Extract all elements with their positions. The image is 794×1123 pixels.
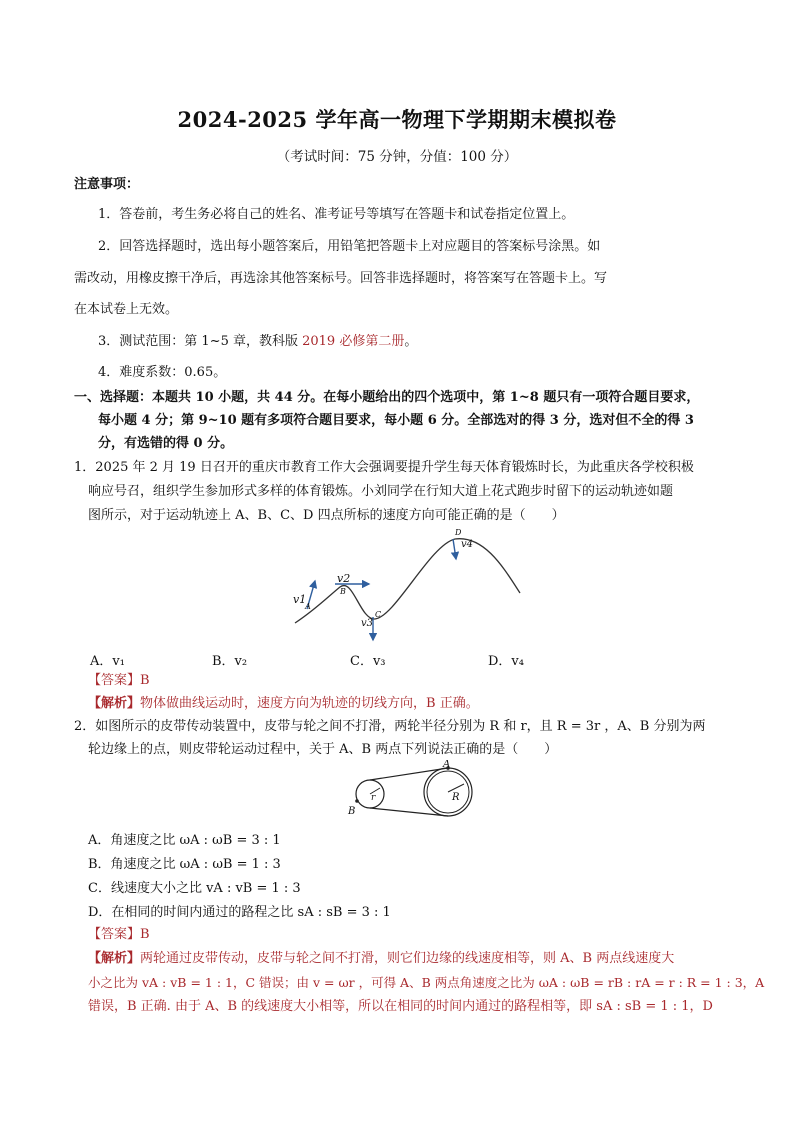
label-v1: v1: [293, 593, 307, 606]
q1-analysis-tag: 【解析】: [88, 696, 141, 711]
belt-pulley-figure: [340, 760, 480, 820]
label-point-d: D: [455, 528, 462, 537]
q1-option-b: B．v₂: [212, 654, 248, 669]
label-radius-r-large: R: [452, 792, 460, 803]
q2-analysis-line-3: 错误，B 正确. 由于 A、B 的线速度大小相等，所以在相同的时间内通过的路程相等，即 sA : sB = 1 : 1，D: [88, 999, 713, 1014]
q1-option-c: C．v₃: [350, 654, 386, 669]
q1-analysis-text: 物体做曲线运动时，速度方向为轨迹的切线方向，B 正确。: [140, 696, 479, 711]
point-b-dot: [355, 799, 359, 803]
q2-option-c: C．线速度大小之比 vA : vB = 1 : 3: [88, 881, 301, 896]
q1-stem-line-1: 1．2025 年 2 月 19 日召开的重庆市教育工作大会强调要提升学生每天体育锻炼时长，为此重庆各学校积极: [74, 460, 694, 475]
q2-analysis-text-1: 两轮通过皮带传动，皮带与轮之间不打滑，则它们边缘的线速度相等，则 A、B 两点线速度大: [140, 951, 675, 966]
note-item-2-line-3: 在本试卷上无效。: [74, 302, 179, 317]
note-item-3: [98, 333, 417, 351]
note-item-2-line-2: 需改动，用橡皮擦干净后，再选涂其他答案标号。回答非选择题时，将答案写在答题卡上。写: [74, 271, 608, 286]
notes-heading: 注意事项：: [74, 177, 140, 192]
large-radius-line: [448, 784, 464, 792]
q2-stem-line-2: 轮边缘上的点，则皮带轮运动过程中，关于 A、B 两点下列说法正确的是（ ）: [88, 742, 558, 757]
note-item-1: 1．答卷前，考生务必将自己的姓名、准考证号等填写在答题卡和试卷指定位置上。: [98, 207, 575, 222]
label-point-b: B: [340, 587, 346, 596]
q2-analysis-line-1: [88, 950, 674, 968]
q1-analysis: [88, 695, 479, 713]
q2-option-a: A．角速度之比 ωA : ωB = 3 : 1: [88, 833, 281, 848]
section-heading-line-2: 每小题 4 分；第 9~10 题有多项符合题目要求，每小题 6 分。全部选对的得 3 分，选对但不全的得 3: [98, 413, 694, 428]
note-item-4: 4．难度系数：0.65。: [98, 365, 227, 380]
label-point-a: A: [305, 602, 311, 611]
q2-analysis-tag: 【解析】: [88, 951, 141, 966]
exam-info: （考试时间：75 分钟，分值：100 分）: [276, 149, 518, 165]
label-point-b: B: [348, 806, 356, 817]
section-heading-line-3: 分，有选错的得 0 分。: [98, 436, 234, 451]
q1-stem-line-3: 图所示，对于运动轨迹上 A、B、C、D 四点所标的速度方向可能正确的是（ ）: [88, 508, 565, 523]
q2-analysis-line-2: 小之比为 vA : vB = 1 : 1，C 错误；由 v = ωr ，可得 A、B 两点角速度之比为 ωA : ωB = rB : rA = r : R = 1 : 3，A: [88, 975, 765, 990]
q1-answer: 【答案】B: [88, 673, 150, 688]
label-radius-r-small: r: [371, 793, 376, 803]
q2-stem-line-1: 2．如图所示的皮带传动装置中，皮带与轮之间不打滑，两轮半径分别为 R 和 r，且 R = 3r ，A、B 分别为两: [74, 719, 706, 734]
trajectory-curve: [295, 539, 520, 623]
label-v3: v3: [361, 618, 374, 629]
q1-option-a: A．v₁: [90, 654, 125, 669]
note-item-2-line-1: 2．回答选择题时，选出每小题答案后，用铅笔把答题卡上对应题目的答案标号涂黑。如: [98, 239, 601, 254]
q2-option-d: D．在相同的时间内通过的路程之比 sA : sB = 3 : 1: [88, 905, 391, 920]
label-point-c: C: [375, 610, 382, 619]
textbook-highlight: 2019 必修第二册: [302, 334, 405, 349]
note-item-3-suffix: 。: [404, 334, 418, 349]
trajectory-figure: [285, 525, 530, 645]
page-title: 2024-2025 学年高一物理下学期期末模拟卷: [177, 107, 617, 132]
note-item-3-prefix: 3．测试范围：第 1~5 章，教科版: [98, 334, 303, 349]
label-v4: v4: [461, 539, 474, 550]
section-heading-line-1: 一、选择题：本题共 10 小题，共 44 分。在每小题给出的四个选项中，第 1~8 题只有一项符合题目要求，: [74, 390, 700, 405]
q2-answer: 【答案】B: [88, 927, 150, 942]
velocity-arrow-v4: [453, 539, 456, 559]
q2-option-b: B．角速度之比 ωA : ωB = 1 : 3: [88, 857, 281, 872]
label-point-a: A: [443, 760, 451, 770]
q1-stem-line-2: 响应号召，组织学生参加形式多样的体育锻炼。小刘同学在行知大道上花式跑步时留下的运动轨迹如题: [88, 484, 674, 499]
label-v2: v2: [337, 572, 351, 585]
q1-option-d: D．v₄: [488, 654, 524, 669]
